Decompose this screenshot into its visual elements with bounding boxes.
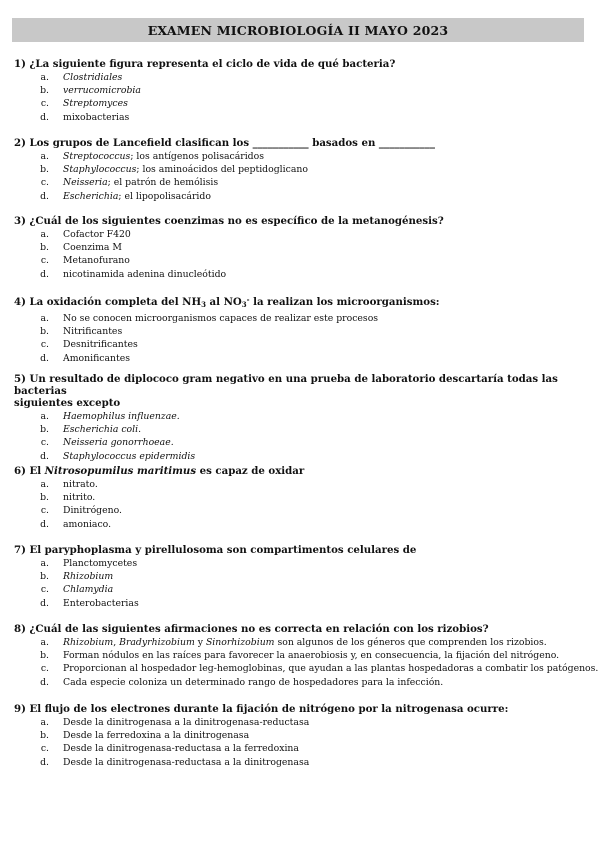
option-b: b. Desde la ferredoxina a la dinitrogenasa — [40, 730, 250, 742]
question-6 — [14, 465, 584, 531]
option-c: c. Chlamydia — [40, 584, 114, 596]
option-b: b. verrucomicrobia — [40, 85, 141, 97]
question-5 — [14, 373, 584, 463]
question-8 — [14, 623, 599, 689]
option-a: a. Streptococcus; los antígenos polisacáridos — [40, 151, 264, 162]
question-text: 1) ¿La siguiente figura representa el ciclo de vida de qué bacteria? — [14, 58, 396, 70]
option-a: a. Planctomycetes — [40, 558, 138, 569]
option-c: c. Neisseria gonorrhoeae. — [40, 437, 174, 449]
question-1 — [14, 58, 584, 124]
option-b: b. Coenzima M — [40, 242, 122, 254]
option-d: d. Staphylococcus epidermidis — [40, 450, 196, 462]
option-d: d. mixobacterias — [40, 111, 130, 123]
question-7 — [14, 544, 584, 610]
option-d: d. amoniaco. — [40, 518, 112, 530]
question-3 — [14, 215, 584, 281]
exam-title: EXAMEN MICROBIOLOGÍA II MAYO 2023 — [12, 18, 584, 42]
question-text: 3) ¿Cuál de los siguientes coenzimas no es específico de la metanogénesis? — [14, 215, 444, 227]
option-d: d. Cada especie coloniza un determinado rango de hospedadores para la infección. — [40, 676, 444, 688]
option-b: b. nitrito. — [40, 492, 96, 504]
option-b: b. Escherichia coli. — [40, 424, 142, 436]
question-2 — [14, 137, 584, 203]
question-text: 7) El paryphoplasma y pirellulosoma son compartimentos celulares de — [14, 544, 417, 556]
option-a: a. Desde la dinitrogenasa a la dinitrogenasa-reductasa — [40, 717, 310, 728]
option-c: c. Dinitrógeno. — [40, 505, 122, 517]
question-text: 5) Un resultado de diplococo gram negativo en una prueba de laboratorio descartaría todas las bacterias siguientes excepto — [14, 373, 558, 409]
question-4 — [14, 294, 584, 365]
option-a: a. Rhizobium, Bradyrhizobium y Sinorhizobium son algunos de los géneros que comprenden los rizobios. — [40, 637, 547, 648]
option-b: b. Nitrificantes — [40, 326, 123, 338]
option-b: b. Forman nódulos en las raíces para favorecer la anaerobiosis y, en consecuencia, la fijación del nitrógeno. — [40, 650, 560, 662]
question-text: 6) El Nitrosopumilus maritimus es capaz de oxidar — [14, 465, 305, 477]
option-d: d. nicotinamida adenina dinucleótido — [40, 268, 227, 280]
option-a: a. Clostridiales — [40, 72, 123, 83]
question-text: 8) ¿Cuál de las siguientes afirmaciones no es correcta en relación con los rizobios? — [14, 623, 489, 635]
question-text: 4) La oxidación completa del $NH_3$ al $NO_3^-$ la realizan los microorganismos: — [14, 295, 440, 309]
option-d: d. Desde la dinitrogenasa-reductasa a la dinitrogenasa — [40, 756, 310, 768]
option-b: b. Staphylococcus; los aminoácidos del peptidoglicano — [40, 164, 308, 176]
question-text: 9) El flujo de los electrones durante la fijación de nitrógeno por la nitrogenasa ocurre: — [14, 703, 509, 715]
option-c: c. Desnitrificantes — [40, 339, 138, 351]
option-c: c. Neisseria; el patrón de hemólisis — [40, 177, 219, 189]
option-c: c. Proporcionan al hospedador leg-hemoglobinas, que ayudan a las plantas hospedadoras a combatir los patógenos. — [40, 663, 599, 675]
option-c: c. Streptomyces — [40, 98, 128, 110]
option-a: a. Haemophilus influenzae. — [40, 411, 180, 422]
question-9 — [14, 703, 584, 769]
option-b: b. Rhizobium — [40, 571, 114, 583]
option-c: c. Metanofurano — [40, 255, 130, 267]
option-d: d. Enterobacterias — [40, 597, 139, 609]
option-c: c. Desde la dinitrogenasa-reductasa a la ferredoxina — [40, 743, 299, 755]
option-d: d. Amonificantes — [40, 352, 131, 364]
option-a: a. nitrato. — [40, 479, 98, 490]
question-text: 2) Los grupos de Lancefield clasifican los ___________ basados en ___________ — [14, 137, 435, 149]
option-d: d. Escherichia; el lipopolisacárido — [40, 190, 211, 202]
option-a: a. Cofactor F420 — [40, 229, 131, 240]
option-a: a. No se conocen microorganismos capaces de realizar este procesos — [40, 313, 379, 324]
